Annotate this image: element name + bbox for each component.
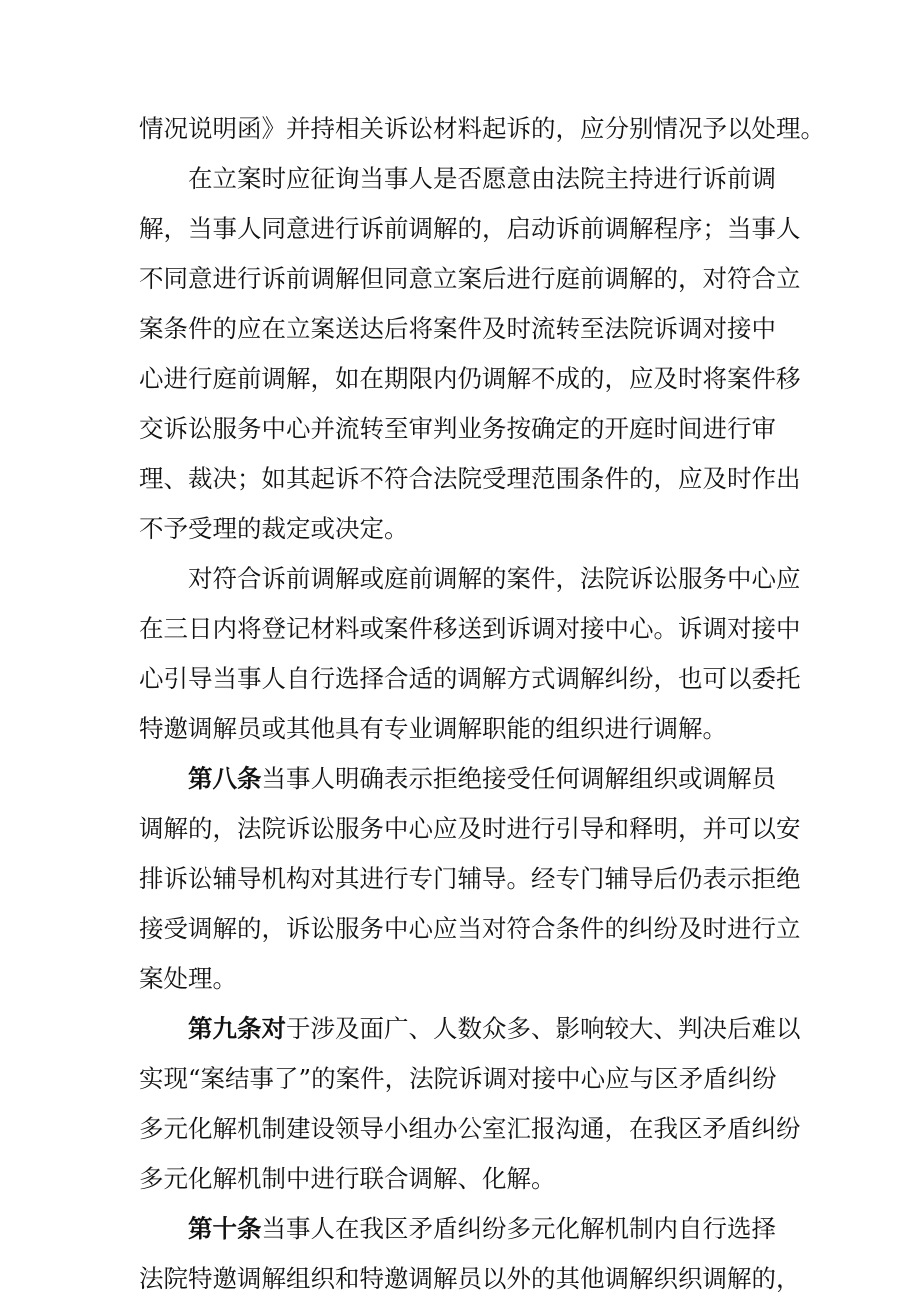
text-line: 心 引 导 当 事 人 自 行 选 择 合 适 的 调 解 方 式 调 解 纠 纷 ， 也 可 以 委 托: [139, 664, 801, 693]
text-line: 解 ， 当 事 人 同 意 进 行 诉 前 调 解 的 ， 启 动 诉 前 调 解 程 序 ； 当 事 人: [139, 214, 801, 243]
text-line: 在 立 案 时 应 征 询 当 事 人 是 否 愿 意 由 法 院 主 持 进 行 诉 前 调: [188, 164, 776, 193]
text-line: 法 院 特 邀 调 解 组 织 和 特 邀 调 解 员 以 外 的 其 他 调 解 织 织 调 解 的 ，: [139, 1264, 801, 1293]
text-line: 实 现 “ 案 结 事 了 ” 的 案 件 ， 法 院 诉 调 对 接 中 心 应 与 区 矛 盾 纠 纷: [139, 1064, 777, 1093]
article-8-line: 第 八 条 当 事 人 明 确 表 示 拒 绝 接 受 任 何 调 解 组 织 或 调 解 员: [188, 764, 776, 793]
text-line: 不 同 意 进 行 诉 前 调 解 但 同 意 立 案 后 进 行 庭 前 调 解 的 ， 对 符 合 立: [139, 264, 801, 293]
text-line: 在 三 日 内 将 登 记 材 料 或 案 件 移 送 到 诉 调 对 接 中 心 。 诉 调 对 接 中: [139, 614, 801, 643]
article-9-line: 第 九 条 对 于 涉 及 面 广 、 人 数 众 多 、 影 响 较 大 、 判 决 后 难 以: [188, 1014, 801, 1043]
text-line: 情 况 说 明 函 》 并 持 相 关 诉 讼 材 料 起 诉 的 ， 应 分 别 情 况 予 以 处 理 。: [139, 114, 825, 143]
article-10-line: 第 十 条 当 事 人 在 我 区 矛 盾 纠 纷 多 元 化 解 机 制 内 自 行 选 择: [188, 1214, 776, 1243]
text-line: 接 受 调 解 的 ， 诉 讼 服 务 中 心 应 当 对 符 合 条 件 的 纠 纷 及 时 进 行 立: [139, 914, 801, 943]
text-line: 交 诉 讼 服 务 中 心 并 流 转 至 审 判 业 务 按 确 定 的 开 庭 时 间 进 行 审: [139, 414, 776, 443]
text-line: 案处理。: [139, 964, 237, 993]
text-line: 调 解 的 ， 法 院 诉 讼 服 务 中 心 应 及 时 进 行 引 导 和 释 明 ， 并 可 以 安: [139, 814, 801, 843]
text-line: 案 条 件 的 应 在 立 案 送 达 后 将 案 件 及 时 流 转 至 法 院 诉 调 对 接 中: [139, 314, 776, 343]
text-line: 特邀调解员或其他具有专业调解职能的组织进行调解。: [139, 714, 727, 743]
text-line: 排 诉 讼 辅 导 机 构 对 其 进 行 专 门 辅 导 。 经 专 门 辅 导 后 仍 表 示 拒 绝: [139, 864, 801, 893]
text-line: 对 符 合 诉 前 调 解 或 庭 前 调 解 的 案 件 ， 法 院 诉 讼 服 务 中 心 应: [188, 564, 801, 593]
text-line: 理 、 裁 决 ； 如 其 起 诉 不 符 合 法 院 受 理 范 围 条 件 的 ， 应 及 时 作 出: [139, 464, 801, 493]
text-line: 多元化解机制中进行联合调解、化解。: [139, 1164, 556, 1193]
text-line: 不予受理的裁定或决定。: [139, 514, 409, 543]
text-line: 心 进 行 庭 前 调 解 ， 如 在 期 限 内 仍 调 解 不 成 的 ， 应 及 时 将 案 件 移: [139, 364, 801, 393]
text-line: 多 元 化 解 机 制 建 设 领 导 小 组 办 公 室 汇 报 沟 通 ， 在 我 区 矛 盾 纠 纷: [139, 1114, 801, 1143]
